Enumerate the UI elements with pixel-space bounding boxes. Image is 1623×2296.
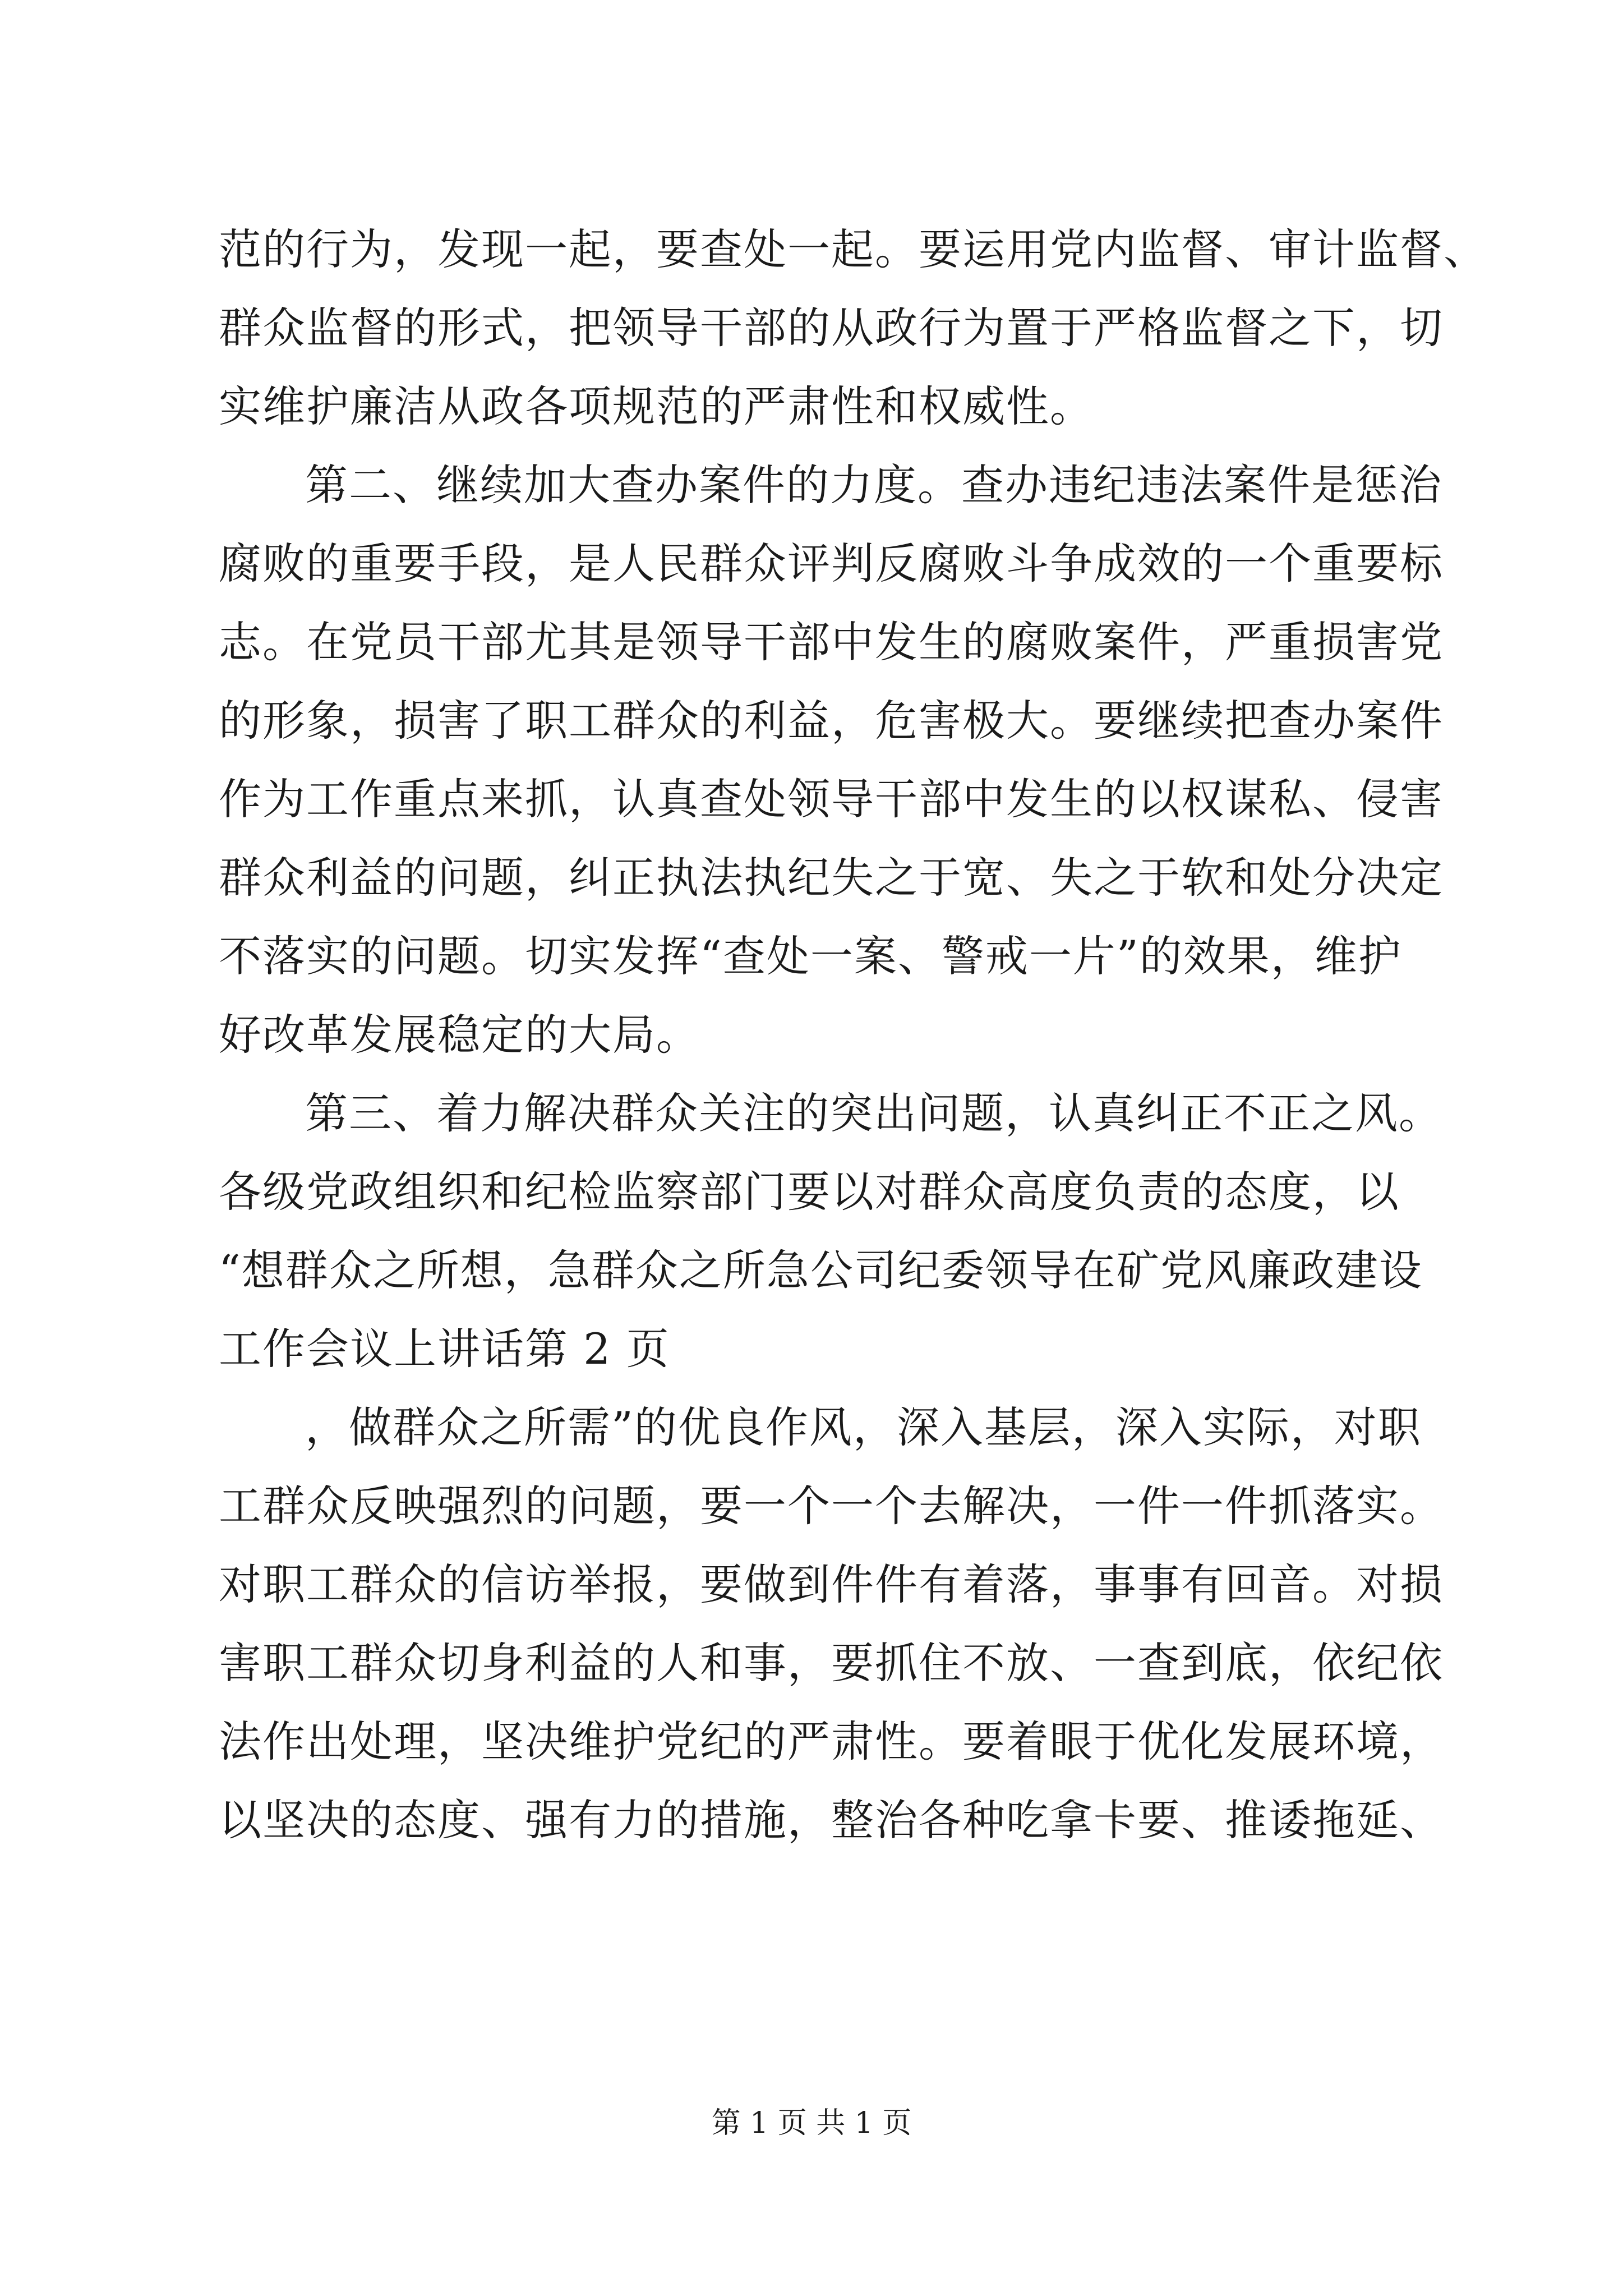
- text-line: 群众利益的问题，纠正执法执纪失之于宽、失之于软和处分决定: [219, 853, 1444, 903]
- text-line: 以坚决的态度、强有力的措施，整治各种吃拿卡要、推诿拖延、: [219, 1795, 1444, 1845]
- text-line: 各级党政组织和纪检监察部门要以对群众高度负责的态度，以: [219, 1167, 1400, 1217]
- text-line: 腐败的重要手段，是人民群众评判反腐败斗争成效的一个重要标: [219, 539, 1444, 588]
- text-line: 害职工群众切身利益的人和事，要抓住不放、一查到底，依纪依: [219, 1638, 1444, 1688]
- text-line: 的形象，损害了职工群众的利益，危害极大。要继续把查办案件: [219, 696, 1444, 746]
- text-line: 实维护廉洁从政各项规范的严肃性和权威性。: [219, 381, 1094, 431]
- text-line: 好改革发展稳定的大局。: [219, 1010, 700, 1060]
- text-line: 不落实的问题。切实发挥“查处一案、警戒一片”的效果，维护: [219, 931, 1402, 981]
- text-line: 志。在党员干部尤其是领导干部中发生的腐败案件，严重损害党: [219, 617, 1444, 667]
- body-text: [219, 210, 1487, 1860]
- page-footer: 第 1 页 共 1 页: [711, 2106, 912, 2140]
- text-line: 法作出处理，坚决维护党纪的严肃性。要着眼于优化发展环境，: [219, 1717, 1444, 1766]
- text-line: 范的行为，发现一起，要查处一起。要运用党内监督、审计监督、: [219, 224, 1487, 274]
- text-line: 群众监督的形式，把领导干部的从政行为置于严格监督之下，切: [219, 303, 1444, 353]
- text-line: 第二、继续加大查办案件的力度。查办违纪违法案件是惩治: [305, 460, 1442, 510]
- text-line: 作为工作重点来抓，认真查处领导干部中发生的以权谋私、侵害: [219, 774, 1444, 824]
- text-line: 对职工群众的信访举报，要做到件件有着落，事事有回音。对损: [219, 1559, 1444, 1609]
- text-line: “想群众之所想，急群众之所急公司纪委领导在矿党风廉政建设: [219, 1245, 1423, 1295]
- text-line: 工群众反映强烈的问题，要一个一个去解决，一件一件抓落实。: [219, 1481, 1444, 1531]
- text-line: 第三、着力解决群众关注的突出问题，认真纠正不正之风。: [305, 1088, 1442, 1138]
- text-line: ，做群众之所需”的优良作风，深入基层，深入实际，对职: [305, 1402, 1422, 1452]
- text-line: 工作会议上讲话第 2 页: [219, 1324, 670, 1374]
